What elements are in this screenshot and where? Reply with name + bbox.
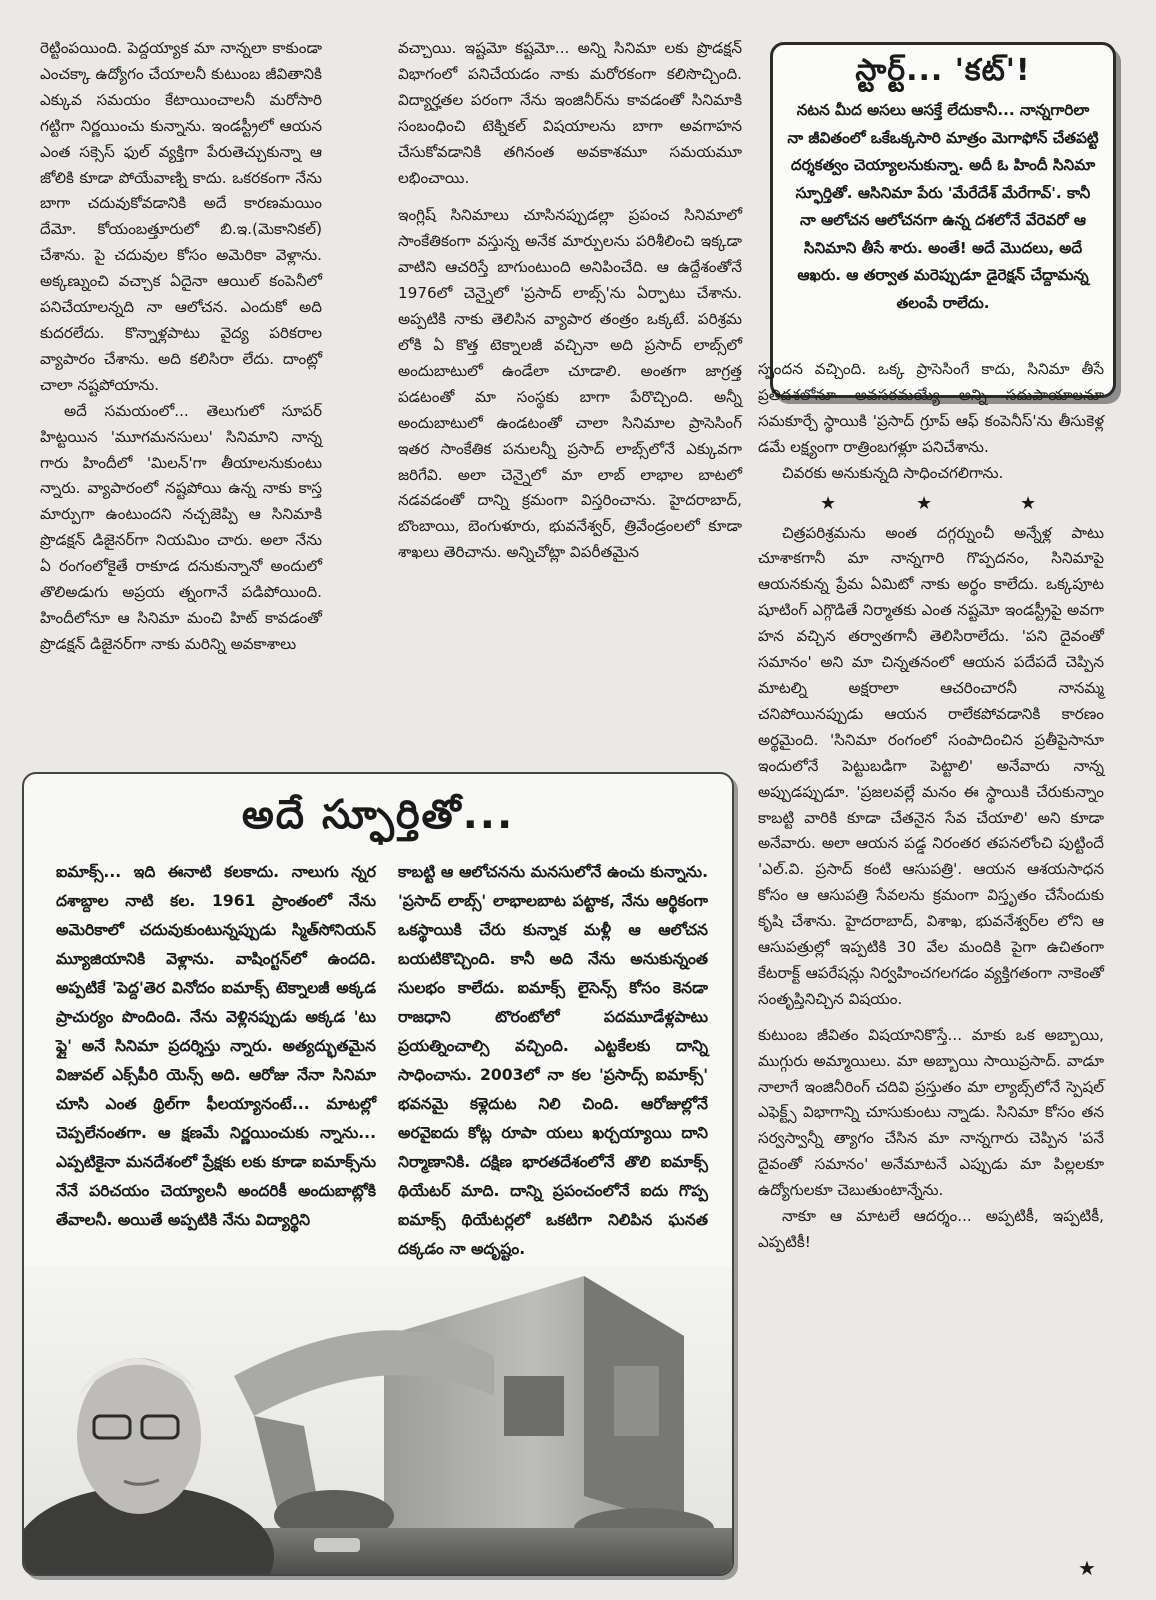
paragraph: రెట్టింపయింది. పెద్దయ్యాక మా నాన్నలా కాకుండా ఎంచక్కా ఉద్యోగం చేయాలనీ కుటుంబ జీవితానికి ఎక్కువ సమయం కేటాయించాలనీ మరోసారి గట్టిగా నిర్ణయించు కున్నాను. ఇండస్ట్రీలో ఆయన ఎంత సక్సెస్ ఫుల్ వ్యక్తిగా పేరుతెచ్చుకున్నా ఆ జోలికి కూడా పోయేవాణ్ని కాదు. ఒకరకంగా నేను బాగా చదువుకోవడానికి అదే కారణమయిం దేమో. కోయంబత్తూరులో బి.ఇ.(మెకానికల్) చేశాను. పై చదువుల కోసం అమెరికా వెళ్లాను. అక్కణ్నుంచి వచ్చాక ఏదైనా ఆయిల్ కంపెనీలో పనిచేయాలన్నది నా ఆలోచన. ఎందుకో అది కుదరలేదు. కొన్నాళ్లపాటు వైద్య పరికరాల వ్యాపారం చేశాను. అది కలిసిరా లేదు. దాంట్లో చాలా నష్టపోయాను. [40,39,322,394]
building-poster [504,1376,564,1436]
paragraph: చివరకు అనుకున్నది సాధించగలిగాను. [782,463,1004,482]
paragraph: ఇంగ్లిష్ సినిమాలు చూసినప్పుడల్లా ప్రపంచ సినిమాలో సాంకేతికంగా వస్తున్న అనేక మార్పులను పరిశీలించి ఇక్కడా వాటిని ఆచరిస్తే బాగుంటుంది అనిపించేది. ఆ ఉద్దేశంతోనే 1976లో చెన్నైలో 'ప్రసాద్ లాబ్స్'ను ఏర్పాటు చేశాను. అప్పటికి నాకు తెలిసిన వ్యాపార తంత్రం ఒక్కటే. పరిశ్రమ లోకి ఏ కొత్త టెక్నాలజీ వచ్చినా అది ప్రసాద్ లాబ్స్‌లో అందుబాటులో ఉండేలా చూడాలి. అంతగా జాగ్రత్త పడటంతో మా సంస్థకు బాగా పేరొచ్చింది. అన్నీ అందుబాటులో ఉండటంతో చాలా సినిమాల ప్రాసెసింగ్ ఇతర సాంకేతిక పనులన్నీ ప్రసాద్ లాబ్స్‌లోనే ఎక్కువగా జరిగేవి. అలా చెన్నైలో మా లాబ్ లాభాల బాటలో నడవడంతో దాన్ని క్రమంగా విస్తరించాను. హైదరాబాద్, బొంబాయి, బెంగుళూరు, భువనేశ్వర్, త్రివేండ్రంలలో కూడా శాఖలు తెరిచాను. అన్నిచోట్లా విపరీతమైన [398,206,742,562]
paragraph: అదే సమయంలో... తెలుగులో సూపర్ హిట్టయిన 'మూగమనసులు' సినిమాని నాన్న గారు హిందీలో 'మిలన్'గా తీయాలనుకుంటు న్నారు. వ్యాపారంలో నష్టపోయి ఉన్న నాకు కాస్త మార్పుగా ఉంటుందని నచ్చజెప్పి ఆ సినిమాకి ప్రొడక్షన్ డిజైనర్‌గా నియమిం చారు. అలా నేను ఏ రంగంలోకైతే రాకూడ దనుకున్నానో అందులో తొలిఅడుగు అప్రయ త్నంగానే పడిపోయింది. హిందీలోనూ ఆ సినిమా మంచి హిట్ కావడంతో ప్రొడక్షన్ డిజైనర్‌గా నాకు మరిన్ని అవకాశాలు [40,401,322,653]
article-column-1 [40,36,322,658]
box-text: నటన మీద అసలు ఆసక్తే లేదుకానీ... నాన్నగారిలా నా జీవితంలో ఒకేఒక్కసారి మాత్రం మెగాఫోన్ చేతపట్టి దర్శకత్వం చెయ్యాలనుకున్నా. అదీ ఓ హిందీ సినిమా స్ఫూర్తితో. ఆసినిమా పేరు 'మేరేదేశ్ మేరేగావ్'. కానీ నా ఆలోచన ఆలోచనగా ఉన్న దశలోనే వేరెవరో ఆ సినిమాని తీసే శారు. అంతే! అదే మొదలు, అదే ఆఖరు. ఆ తర్వాత మరెప్పుడూ డైరెక్షన్ చేద్దామన్న తలంపే రాలేదు. [787,101,1099,312]
imax-building-photo [24,1266,732,1576]
box-column-left [56,858,376,1235]
box-text: కాబట్టి ఆ ఆలోచనను మనసులోనే ఉంచు కున్నాను. 'ప్రసాద్ లాబ్స్' లాభాలబాట పట్టాక, నేను ఆర్థికంగా ఒకస్థాయికి చేరు కున్నాక మళ్లీ ఆ ఆలోచన బయటికొచ్చింది. కానీ అది నేను అనుకున్నంత సులభం కాలేదు. ఐమాక్స్ లైసెన్స్ కోసం కెనడా రాజధాని టొరంటోలో పదమూడేళ్లపాటు ప్రయత్నించాల్సి వచ్చింది. ఎట్టకేలకు దాన్ని సాధించాను. 2003లో నా కల 'ప్రసాద్స్ ఐమాక్స్' భవనమై కళ్లెదుట నిలి చింది. ఆరోజుల్లోనే అరవైఐదు కోట్ల రూపా యలు ఖర్చయ్యాయి దాని నిర్మాణానికి. దక్షిణ భారతదేశంలోనే తొలి ఐమాక్స్ థియేటర్ మాది. దాన్ని ప్రపంచంలోనే ఐదు గొప్ప ఐమాక్స్ థియేటర్లలో ఒకటిగా నిలిపిన ఘనత దక్కడం నా అదృష్టం. [398,863,708,1258]
star-icon: ★ [916,492,933,514]
box-title: స్టార్ట్... 'కట్'! [855,53,1031,88]
star-icon: ★ [820,492,837,514]
article-column-3 [758,357,1104,1256]
paragraph: వచ్చాయి. ఇష్టమో కష్టమో... అన్ని సినిమా లకు ప్రొడక్షన్ విభాగంలో పనిచేయడం నాకు మరోరకంగా కలిసొచ్చింది. విద్యార్హతల పరంగా నేను ఇంజినీర్‌ను కావడంతో సినిమాకి సంబంధించి టెక్నికల్ విషయాలను బాగా అవగాహన చేసుకోవడానికి తగినంత అవకాశమూ సమయమూ లభించాయి. [398,39,742,187]
star-icon: ★ [1020,492,1037,514]
section-divider [758,487,1104,521]
box-text: ఐమాక్స్... ఇది ఈనాటి కలకాదు. నాలుగు న్నర దశాబ్దాల నాటి కల. 1961 ప్రాంతంలో నేను అమెరికాలో చదువుకుంటున్నప్పుడు స్మిత్‌సోనియన్ మ్యూజియానికి వెళ్లాను. వాషింగ్టన్‌లో ఉందది. అప్పటికే 'పెద్ద'తెర వినోదం ఐమాక్స్ టెక్నాలజీ అక్కడ ప్రాచుర్యం పొందింది. నేను వెళ్లినప్పుడు అక్కడ 'టు ఫ్లై' అనే సినిమా ప్రదర్శిస్తు న్నారు. అత్యద్భుతమైన విజువల్ ఎక్స్‌పీరి యెన్స్ అది. ఆరోజు నేనా సినిమా చూసి ఎంత థ్రిల్‌గా ఫీలయ్యానంటే... మాటల్లో చెప్పలేనంతగా. ఆ క్షణమే నిర్ణయించుకు న్నాను... ఎప్పటికైనా మనదేశంలో ప్రేక్షకు లకు కూడా ఐమాక్స్‌ను నేనే పరిచయం చెయ్యాలనీ అందరికీ అందుబాట్లోకి తేవాలనీ. అయితే అప్పటికి నేను విద్యార్థిని [56,863,376,1229]
closing-line: నాకూ ఆ మాటలే ఆదర్శం... అప్పటికీ, ఇప్పటికీ, ఎప్పటికీ! [758,1207,1104,1251]
paragraph: చిత్రపరిశ్రమను అంత దగ్గర్నుంచీ అన్నేళ్ల పాటు చూశాకగానీ మా నాన్నగారి గొప్పదనం, సినిమాపై ఆయనకున్న ప్రేమ ఏమిటో నాకు అర్థం కాలేదు. ఒక్కపూట షూటింగ్ ఎగ్గొడితే నిర్మాతకు ఎంత నష్టమో ఇండస్ట్రీపై అవగా హన వచ్చిన తర్వాతగానీ తెలిసిరాలేదు. 'పని దైవంతో సమానం' అని మా చిన్నతనంలో ఆయన పదేపదే చెప్పిన మాటల్ని అక్షరాలా ఆచరించారనీ నానమ్మ చనిపోయినప్పుడు ఆయన రాలేకపోవడానికి కారణం అర్థమైంది. 'సినిమా రంగంలో సంపాదించిన ప్రతీపైసానూ ఇందులోనే పెట్టుబడిగా పెట్టాలి' అనేవారు నాన్న అప్పుడప్పుడూ. 'ప్రజలవల్లే మనం ఈ స్థాయికి చేరుకున్నాం కాబట్టి వారికి కూడా చేతనైన సేవ చేయాలి' అని కూడా అనేవారు. అలా ఆయన పడ్డ నిరంతర తపనలోంచి పుట్టిందే 'ఎల్.వి. ప్రసాద్ కంటి ఆసుపత్రి'. ఆయన ఆశయసాధన కోసం ఆ ఆసుపత్రి సేవలను క్రమంగా విస్తృతం చేసేందుకు కృషి చేశాను. హైదరాబాద్, విశాఖ, భువనేశ్వర్‌ల లోని ఆ ఆసుపత్రుల్లో ఇప్పటికి 30 వేల మందికి పైగా ఉచితంగా కేటరాక్ట్ ఆపరేషన్లు నిర్వహించగలగడం వ్యక్తిగతంగా నాకెంతో సంతృప్తినిచ్చిన విషయం. [758,523,1104,1008]
box-title: అదే స్ఫూర్తితో... [241,792,515,838]
paragraph: కుటుంబ జీవితం విషయానికొస్తే... మాకు ఒక అబ్బాయి, ముగ్గురు అమ్మాయిలు. మా అబ్బాయి సాయిప్రసాద్. వాడూ నాలాగే ఇంజినీరింగ్ చదివి ప్రస్తుతం మా ల్యాబ్స్‌లోనే స్పెషల్ ఎఫెక్ట్స్ విభాగాన్ని చూసుకుంటు న్నాడు. సినిమా కోసం తన సర్వస్వాన్నీ త్యాగం చేసిన మా నాన్నగారు చెప్పిన 'పనే దైవంతో సమానం' అనేమాటనే ఎప్పుడు మా పిల్లలకూ ఉద్యోగులకూ చెబుతుంటాన్నేను. [758,1025,1104,1200]
end-star-icon: ★ [1078,1556,1096,1580]
box-column-right [398,858,708,1264]
car [314,1538,360,1552]
sidebar-box-imax [22,772,734,1576]
paragraph: స్పందన వచ్చింది. ఒక్క ప్రాసెసింగే కాదు, సినిమా తీసే ప్రతిదశలోనూ అవసరమయ్యే అన్ని సదుపాయాలనూ సమకూర్చే స్థాయికి 'ప్రసాద్ గ్రూప్ ఆఫ్ కంపెనీస్'ను తీసుకెళ్ల డమే లక్ష్యంగా రాత్రింబగళ్లూ పనిచేశాను. [758,360,1104,456]
article-column-2 [398,36,742,566]
sidebar-box-start-cut [770,42,1116,398]
building-poster [614,1366,659,1436]
